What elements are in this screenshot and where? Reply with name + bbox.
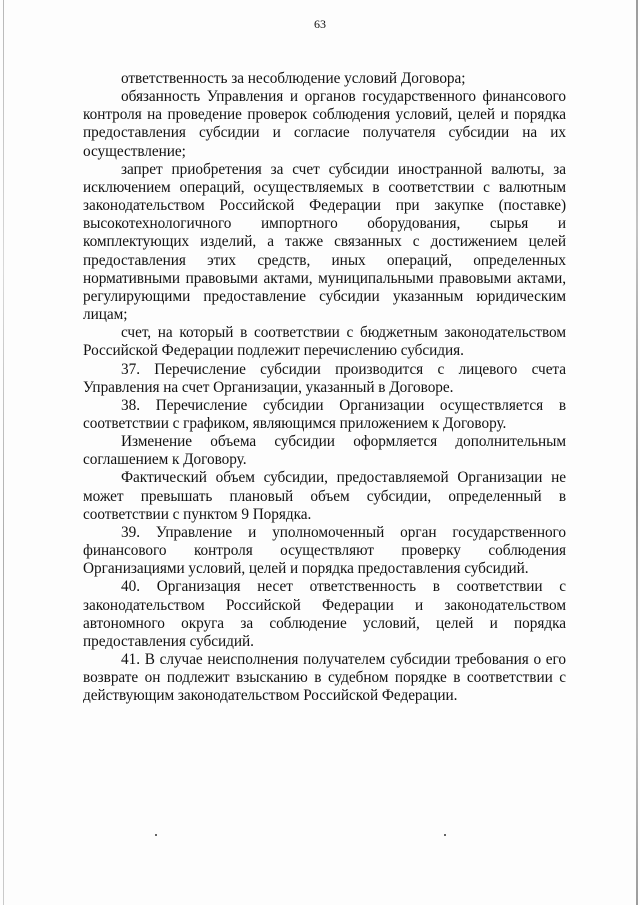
page-number: 63 [314,17,326,31]
scan-right-edge [636,0,638,905]
paragraph-item-41: 41. В случае неисполнения получателем субсидии требования о его возврате он подлежит взысканию в судебном порядке в соответствии с действующим законодательством Российской Федерации. [83,651,566,705]
paragraph-account: счет, на который в соответствии с бюджетным законодательством Российской Федерации подлежит перечислению субсидия. [83,324,566,360]
paragraph-item-37: 37. Перечисление субсидии производится с лицевого счета Управления на счет Организации, указанный в Договоре. [83,360,566,396]
paragraph-actual-volume: Фактический объем субсидии, предоставляемой Организации не может превышать плановый объем субсидии, определенный в соответствии с пунктом 9 Порядка. [83,469,566,523]
paragraph-currency-ban: запрет приобретения за счет субсидии иностранной валюты, за исключением операций, осуществляемых в соответствии с валютным законодательством Российской Федерации при закупке (поставке) высокотехнологичного импортного оборудования, сырья и комплектующих изделий, а также связанных с достижением целей предоставления этих средств, иных операций, определенных нормативными правовыми актами, муниципальными правовыми актами, регулирующими предоставление субсидии указанным юридическим лицам; [83,160,566,324]
paragraph-responsibility: ответственность за несоблюдение условий Договора; [121,70,466,87]
document-body [83,70,566,705]
scan-speck [444,834,446,836]
scan-left-edge [3,0,4,905]
paragraph-volume-change: Изменение объема субсидии оформляется дополнительным соглашением к Договору. [83,433,566,469]
paragraph-item-38: 38. Перечисление субсидии Организации осуществляется в соответствии с графиком, являющимся приложением к Договору. [83,396,566,432]
paragraph-control-obligation: обязанность Управления и органов государственного финансового контроля на проведение проверок соблюдения условий, целей и порядка предоставления субсидии и согласие получателя субсидии на их осуществление; [83,88,566,160]
scan-speck [155,834,157,836]
paragraph-item-40: 40. Организация несет ответственность в соответствии с законодательством Российской Федерации и законодательством автономного округа за соблюдение условий, целей и порядка предоставления субсидий. [83,578,566,650]
paragraph-item-39: 39. Управление и уполномоченный орган государственного финансового контроля осуществляют проверку соблюдения Организациями условий, целей и порядка предоставления субсидий. [83,523,566,578]
